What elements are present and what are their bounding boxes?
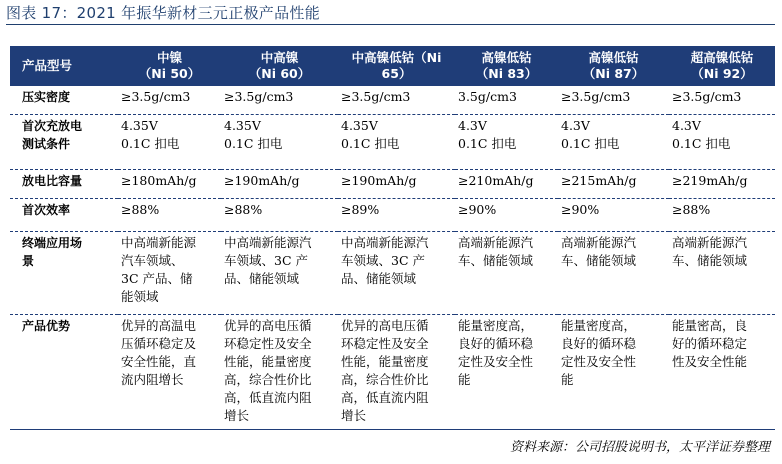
- table-cell: 中高端新能源汽 车领域、3C 产 品、储能领域: [338, 232, 455, 315]
- row-label: 终端应用场 景: [10, 232, 118, 315]
- table-row: [10, 232, 775, 315]
- figure-title: 图表 17：2021 年振华新材三元正极产品性能: [6, 4, 320, 22]
- table-cell: ≥3.5g/cm3: [118, 86, 221, 115]
- column-header: 中高镍 （Ni 60）: [221, 46, 338, 86]
- table-cell: ≥190mAh/g: [338, 170, 455, 199]
- table-cell: ≥3.5g/cm3: [338, 86, 455, 115]
- column-header: 超高镍低钴 （Ni 92）: [669, 46, 775, 86]
- column-header: 产品型号: [10, 46, 118, 86]
- table-cell: 优异的高温电 压循环稳定及 安全性能，直 流内阻增长: [118, 315, 221, 430]
- table-cell: 能量密度高， 良好的循环稳 定性及安全性 能: [558, 315, 669, 430]
- table-row: [10, 199, 775, 232]
- table-cell: 4.35V 0.1C 扣电: [221, 115, 338, 170]
- table-header-row: [10, 46, 775, 86]
- title-divider: [6, 24, 775, 25]
- table-cell: 能量密度高， 良好的循环稳 定性及安全性 能: [455, 315, 558, 430]
- row-label: 首次充放电 测试条件: [10, 115, 118, 170]
- table-cell: 中高端新能源汽 车领域、3C 产 品、储能领域: [221, 232, 338, 315]
- table-cell: ≥90%: [455, 199, 558, 232]
- table-cell: 优异的高电压循 环稳定性及安全 性能，能量密度 高，综合性价比 高，低直流内阻 增长: [338, 315, 455, 430]
- table-row: [10, 170, 775, 199]
- table-cell: 4.35V 0.1C 扣电: [118, 115, 221, 170]
- table-row: [10, 86, 775, 115]
- table-cell: ≥88%: [118, 199, 221, 232]
- table-cell: ≥3.5g/cm3: [558, 86, 669, 115]
- table-cell: 4.35V 0.1C 扣电: [338, 115, 455, 170]
- table-cell: ≥210mAh/g: [455, 170, 558, 199]
- table-cell: ≥88%: [221, 199, 338, 232]
- table-cell: 3.5g/cm3: [455, 86, 558, 115]
- row-label: 首次效率: [10, 199, 118, 232]
- table-cell: ≥215mAh/g: [558, 170, 669, 199]
- table-row: [10, 315, 775, 430]
- table-row: [10, 115, 775, 170]
- table-cell: ≥219mAh/g: [669, 170, 775, 199]
- column-header: 中镍 （Ni 50）: [118, 46, 221, 86]
- column-header: 中高镍低钴（Ni 65）: [338, 46, 455, 86]
- column-header: 高镍低钴 （Ni 87）: [558, 46, 669, 86]
- row-label: 产品优势: [10, 315, 118, 430]
- table-cell: ≥3.5g/cm3: [221, 86, 338, 115]
- table-cell: 高端新能源汽 车、储能领域: [669, 232, 775, 315]
- product-table: [10, 46, 775, 430]
- table-cell: 优异的高电压循 环稳定性及安全 性能，能量密度 高，综合性价比 高，低直流内阻 增长: [221, 315, 338, 430]
- table-cell: 高端新能源汽 车、储能领域: [558, 232, 669, 315]
- table-cell: ≥90%: [558, 199, 669, 232]
- table-cell: ≥190mAh/g: [221, 170, 338, 199]
- table-cell: 4.3V 0.1C 扣电: [558, 115, 669, 170]
- table-cell: ≥89%: [338, 199, 455, 232]
- column-header: 高镍低钴 （Ni 83）: [455, 46, 558, 86]
- table-cell: 中高端新能源 汽车领域、 3C 产品、储 能领域: [118, 232, 221, 315]
- table-cell: 能量密高，良 好的循环稳定 性及安全性能: [669, 315, 775, 430]
- table-cell: ≥180mAh/g: [118, 170, 221, 199]
- table-cell: 高端新能源汽 车、储能领域: [455, 232, 558, 315]
- source-note: 资料来源：公司招股说明书，太平洋证券整理: [509, 440, 770, 455]
- table-cell: ≥3.5g/cm3: [669, 86, 775, 115]
- row-label: 放电比容量: [10, 170, 118, 199]
- table-cell: ≥88%: [669, 199, 775, 232]
- table-cell: 4.3V 0.1C 扣电: [455, 115, 558, 170]
- table-cell: 4.3V 0.1C 扣电: [669, 115, 775, 170]
- row-label: 压实密度: [10, 86, 118, 115]
